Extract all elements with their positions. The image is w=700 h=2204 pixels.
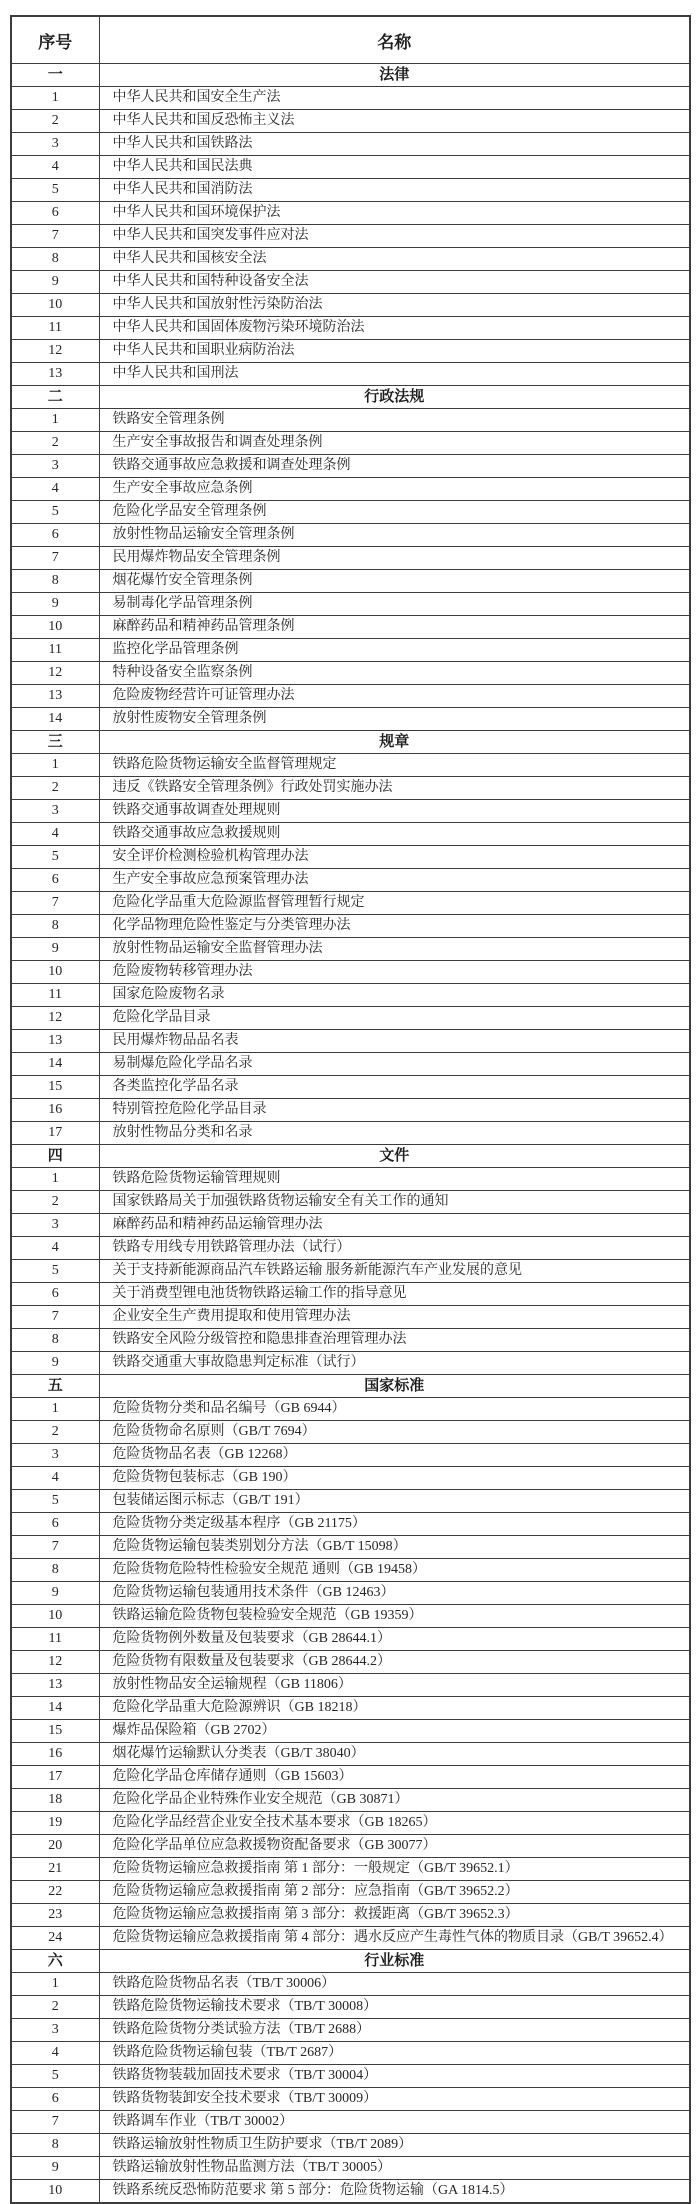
item-name: 关于消费型锂电池货物铁路运输工作的指导意见 bbox=[99, 1283, 690, 1306]
item-row bbox=[11, 547, 690, 570]
item-name: 铁路危险货物运输管理规则 bbox=[99, 1168, 690, 1191]
item-row bbox=[11, 616, 690, 639]
item-number: 6 bbox=[11, 2088, 99, 2111]
document-page bbox=[10, 15, 691, 2204]
item-row bbox=[11, 202, 690, 225]
item-row bbox=[11, 2111, 690, 2134]
item-number: 7 bbox=[11, 1536, 99, 1559]
item-name: 危险化学品经营企业安全技术基本要求（GB 18265） bbox=[99, 1812, 690, 1835]
item-name: 国家危险废物名录 bbox=[99, 984, 690, 1007]
item-row bbox=[11, 110, 690, 133]
item-row bbox=[11, 1513, 690, 1536]
item-name: 铁路交通事故调查处理规则 bbox=[99, 800, 690, 823]
item-row bbox=[11, 1559, 690, 1582]
item-name: 放射性物品运输安全管理条例 bbox=[99, 524, 690, 547]
item-row bbox=[11, 662, 690, 685]
item-name: 铁路运输危险货物包装检验安全规范（GB 19359） bbox=[99, 1605, 690, 1628]
item-name: 麻醉药品和精神药品运输管理办法 bbox=[99, 1214, 690, 1237]
item-row bbox=[11, 87, 690, 110]
item-number: 8 bbox=[11, 915, 99, 938]
item-row bbox=[11, 1007, 690, 1030]
section-number: 二 bbox=[11, 386, 99, 409]
item-number: 3 bbox=[11, 1214, 99, 1237]
item-row bbox=[11, 984, 690, 1007]
item-number: 4 bbox=[11, 823, 99, 846]
section-title: 行业标准 bbox=[99, 1950, 690, 1973]
item-row bbox=[11, 1674, 690, 1697]
item-number: 2 bbox=[11, 777, 99, 800]
item-number: 24 bbox=[11, 1927, 99, 1950]
item-row bbox=[11, 340, 690, 363]
item-name: 危险废物经营许可证管理办法 bbox=[99, 685, 690, 708]
item-row bbox=[11, 869, 690, 892]
item-name: 铁路系统反恐怖防范要求 第 5 部分：危险货物运输（GA 1814.5） bbox=[99, 2180, 690, 2204]
item-number: 15 bbox=[11, 1076, 99, 1099]
item-row bbox=[11, 271, 690, 294]
item-row bbox=[11, 754, 690, 777]
item-number: 17 bbox=[11, 1766, 99, 1789]
item-name: 企业安全生产费用提取和使用管理办法 bbox=[99, 1306, 690, 1329]
item-name: 监控化学品管理条例 bbox=[99, 639, 690, 662]
item-number: 2 bbox=[11, 1191, 99, 1214]
item-row bbox=[11, 570, 690, 593]
item-number: 2 bbox=[11, 110, 99, 133]
section-number: 四 bbox=[11, 1145, 99, 1168]
item-name: 关于支持新能源商品汽车铁路运输 服务新能源汽车产业发展的意见 bbox=[99, 1260, 690, 1283]
item-name: 中华人民共和国放射性污染防治法 bbox=[99, 294, 690, 317]
item-number: 8 bbox=[11, 1559, 99, 1582]
item-number: 11 bbox=[11, 1628, 99, 1651]
item-name: 中华人民共和国刑法 bbox=[99, 363, 690, 386]
item-name: 中华人民共和国反恐怖主义法 bbox=[99, 110, 690, 133]
item-row bbox=[11, 363, 690, 386]
item-row bbox=[11, 892, 690, 915]
item-name: 中华人民共和国消防法 bbox=[99, 179, 690, 202]
item-row bbox=[11, 2042, 690, 2065]
item-number: 4 bbox=[11, 2042, 99, 2065]
item-number: 13 bbox=[11, 363, 99, 386]
item-row bbox=[11, 800, 690, 823]
section-number: 一 bbox=[11, 64, 99, 87]
item-row bbox=[11, 2134, 690, 2157]
item-row bbox=[11, 1352, 690, 1375]
item-row bbox=[11, 1099, 690, 1122]
item-name: 安全评价检测检验机构管理办法 bbox=[99, 846, 690, 869]
item-row bbox=[11, 2065, 690, 2088]
item-row bbox=[11, 2019, 690, 2042]
item-name: 危险货物例外数量及包装要求（GB 28644.1） bbox=[99, 1628, 690, 1651]
item-row bbox=[11, 133, 690, 156]
item-row bbox=[11, 593, 690, 616]
item-number: 1 bbox=[11, 409, 99, 432]
item-name: 危险化学品仓库储存通则（GB 15603） bbox=[99, 1766, 690, 1789]
item-row bbox=[11, 1214, 690, 1237]
item-row bbox=[11, 1582, 690, 1605]
item-row bbox=[11, 1191, 690, 1214]
item-number: 5 bbox=[11, 846, 99, 869]
item-row bbox=[11, 1973, 690, 1996]
item-number: 1 bbox=[11, 1398, 99, 1421]
item-number: 3 bbox=[11, 800, 99, 823]
item-row bbox=[11, 1421, 690, 1444]
item-row bbox=[11, 179, 690, 202]
item-name: 危险货物分类和品名编号（GB 6944） bbox=[99, 1398, 690, 1421]
item-number: 18 bbox=[11, 1789, 99, 1812]
item-number: 17 bbox=[11, 1122, 99, 1145]
item-row bbox=[11, 708, 690, 731]
item-name: 危险废物转移管理办法 bbox=[99, 961, 690, 984]
item-name: 国家铁路局关于加强铁路货物运输安全有关工作的通知 bbox=[99, 1191, 690, 1214]
item-name: 麻醉药品和精神药品管理条例 bbox=[99, 616, 690, 639]
item-name: 危险货物运输包装类别划分方法（GB/T 15098） bbox=[99, 1536, 690, 1559]
item-name: 危险化学品重大危险源辨识（GB 18218） bbox=[99, 1697, 690, 1720]
item-number: 12 bbox=[11, 1651, 99, 1674]
item-row bbox=[11, 1927, 690, 1950]
item-number: 5 bbox=[11, 179, 99, 202]
item-number: 15 bbox=[11, 1720, 99, 1743]
item-row bbox=[11, 1260, 690, 1283]
item-row bbox=[11, 685, 690, 708]
item-row bbox=[11, 1467, 690, 1490]
item-row bbox=[11, 1237, 690, 1260]
item-row bbox=[11, 1605, 690, 1628]
section-title: 国家标准 bbox=[99, 1375, 690, 1398]
item-name: 民用爆炸物品品名表 bbox=[99, 1030, 690, 1053]
item-name: 危险货物运输应急救援指南 第 4 部分：遇水反应产生毒性气体的物质目录（GB/T 39652.4） bbox=[99, 1927, 690, 1950]
section-row bbox=[11, 64, 690, 87]
item-row bbox=[11, 1283, 690, 1306]
item-name: 铁路货物装载加固技术要求（TB/T 30004） bbox=[99, 2065, 690, 2088]
item-number: 10 bbox=[11, 2180, 99, 2204]
item-number: 13 bbox=[11, 685, 99, 708]
item-number: 8 bbox=[11, 1329, 99, 1352]
section-title: 法律 bbox=[99, 64, 690, 87]
item-name: 危险货物品名表（GB 12268） bbox=[99, 1444, 690, 1467]
item-name: 烟花爆竹安全管理条例 bbox=[99, 570, 690, 593]
item-number: 11 bbox=[11, 639, 99, 662]
item-name: 铁路货物装卸安全技术要求（TB/T 30009） bbox=[99, 2088, 690, 2111]
item-row bbox=[11, 961, 690, 984]
item-number: 9 bbox=[11, 2157, 99, 2180]
item-number: 1 bbox=[11, 1973, 99, 1996]
item-row bbox=[11, 2157, 690, 2180]
item-number: 10 bbox=[11, 294, 99, 317]
item-name: 各类监控化学品名录 bbox=[99, 1076, 690, 1099]
item-name: 中华人民共和国特种设备安全法 bbox=[99, 271, 690, 294]
section-row bbox=[11, 731, 690, 754]
item-name: 铁路专用线专用铁路管理办法（试行） bbox=[99, 1237, 690, 1260]
item-row bbox=[11, 1076, 690, 1099]
item-number: 7 bbox=[11, 892, 99, 915]
item-name: 放射性物品分类和名录 bbox=[99, 1122, 690, 1145]
item-name: 易制毒化学品管理条例 bbox=[99, 593, 690, 616]
item-name: 爆炸品保险箱（GB 2702） bbox=[99, 1720, 690, 1743]
item-row bbox=[11, 915, 690, 938]
item-row bbox=[11, 1398, 690, 1421]
item-number: 1 bbox=[11, 87, 99, 110]
item-number: 6 bbox=[11, 202, 99, 225]
item-number: 7 bbox=[11, 547, 99, 570]
item-row bbox=[11, 1858, 690, 1881]
item-name: 放射性物品安全运输规程（GB 11806） bbox=[99, 1674, 690, 1697]
item-name: 铁路调车作业（TB/T 30002） bbox=[99, 2111, 690, 2134]
item-row bbox=[11, 156, 690, 179]
item-number: 12 bbox=[11, 340, 99, 363]
item-name: 铁路危险货物运输包装（TB/T 2687） bbox=[99, 2042, 690, 2065]
item-name: 铁路交通重大事故隐患判定标准（试行） bbox=[99, 1352, 690, 1375]
section-title: 文件 bbox=[99, 1145, 690, 1168]
item-row bbox=[11, 1490, 690, 1513]
item-number: 1 bbox=[11, 754, 99, 777]
item-number: 9 bbox=[11, 271, 99, 294]
item-row bbox=[11, 1904, 690, 1927]
item-name: 包装储运图示标志（GB/T 191） bbox=[99, 1490, 690, 1513]
item-name: 生产安全事故应急条例 bbox=[99, 478, 690, 501]
item-row bbox=[11, 1053, 690, 1076]
item-name: 违反《铁路安全管理条例》行政处罚实施办法 bbox=[99, 777, 690, 800]
item-row bbox=[11, 938, 690, 961]
section-number: 三 bbox=[11, 731, 99, 754]
item-name: 铁路运输放射性物质卫生防护要求（TB/T 2089） bbox=[99, 2134, 690, 2157]
item-name: 危险化学品目录 bbox=[99, 1007, 690, 1030]
item-row bbox=[11, 1628, 690, 1651]
item-name: 中华人民共和国安全生产法 bbox=[99, 87, 690, 110]
item-row bbox=[11, 1835, 690, 1858]
item-number: 2 bbox=[11, 432, 99, 455]
item-number: 4 bbox=[11, 1467, 99, 1490]
item-number: 3 bbox=[11, 133, 99, 156]
item-number: 7 bbox=[11, 225, 99, 248]
item-row bbox=[11, 455, 690, 478]
item-number: 5 bbox=[11, 2065, 99, 2088]
item-row bbox=[11, 1536, 690, 1559]
item-number: 14 bbox=[11, 708, 99, 731]
column-header-index: 序号 bbox=[11, 16, 99, 64]
item-number: 4 bbox=[11, 156, 99, 179]
item-name: 烟花爆竹运输默认分类表（GB/T 38040） bbox=[99, 1743, 690, 1766]
item-name: 中华人民共和国核安全法 bbox=[99, 248, 690, 271]
item-name: 危险货物运输应急救援指南 第 3 部分：救援距离（GB/T 39652.3） bbox=[99, 1904, 690, 1927]
item-name: 中华人民共和国民法典 bbox=[99, 156, 690, 179]
item-row bbox=[11, 1030, 690, 1053]
item-number: 13 bbox=[11, 1030, 99, 1053]
table-body bbox=[11, 64, 690, 2204]
item-row bbox=[11, 409, 690, 432]
item-number: 6 bbox=[11, 869, 99, 892]
item-number: 4 bbox=[11, 478, 99, 501]
item-name: 铁路危险货物品名表（TB/T 30006） bbox=[99, 1973, 690, 1996]
item-name: 易制爆危险化学品名录 bbox=[99, 1053, 690, 1076]
item-name: 中华人民共和国环境保护法 bbox=[99, 202, 690, 225]
item-name: 危险货物包装标志（GB 190） bbox=[99, 1467, 690, 1490]
item-row bbox=[11, 1651, 690, 1674]
item-name: 中华人民共和国突发事件应对法 bbox=[99, 225, 690, 248]
item-row bbox=[11, 846, 690, 869]
item-row bbox=[11, 1697, 690, 1720]
item-name: 中华人民共和国铁路法 bbox=[99, 133, 690, 156]
item-name: 危险化学品单位应急救援物资配备要求（GB 30077） bbox=[99, 1835, 690, 1858]
column-header-name: 名称 bbox=[99, 16, 690, 64]
item-row bbox=[11, 1766, 690, 1789]
item-name: 危险货物运输包装通用技术条件（GB 12463） bbox=[99, 1582, 690, 1605]
item-number: 8 bbox=[11, 248, 99, 271]
item-name: 特别管控危险化学品目录 bbox=[99, 1099, 690, 1122]
item-name: 危险货物分类定级基本程序（GB 21175） bbox=[99, 1513, 690, 1536]
item-number: 9 bbox=[11, 593, 99, 616]
item-row bbox=[11, 1306, 690, 1329]
item-row bbox=[11, 1881, 690, 1904]
item-row bbox=[11, 639, 690, 662]
item-row bbox=[11, 478, 690, 501]
item-row bbox=[11, 294, 690, 317]
item-name: 铁路安全风险分级管控和隐患排查治理管理办法 bbox=[99, 1329, 690, 1352]
item-row bbox=[11, 1812, 690, 1835]
item-row bbox=[11, 1122, 690, 1145]
section-number: 六 bbox=[11, 1950, 99, 1973]
item-name: 铁路交通事故应急救援规则 bbox=[99, 823, 690, 846]
item-number: 6 bbox=[11, 524, 99, 547]
item-row bbox=[11, 501, 690, 524]
item-number: 6 bbox=[11, 1513, 99, 1536]
regulations-table bbox=[10, 15, 691, 2204]
item-number: 10 bbox=[11, 961, 99, 984]
item-name: 铁路危险货物运输技术要求（TB/T 30008） bbox=[99, 1996, 690, 2019]
item-number: 8 bbox=[11, 2134, 99, 2157]
item-number: 11 bbox=[11, 984, 99, 1007]
item-number: 5 bbox=[11, 501, 99, 524]
item-number: 9 bbox=[11, 1352, 99, 1375]
item-row bbox=[11, 1789, 690, 1812]
item-name: 民用爆炸物品安全管理条例 bbox=[99, 547, 690, 570]
item-number: 4 bbox=[11, 1237, 99, 1260]
section-number: 五 bbox=[11, 1375, 99, 1398]
item-number: 7 bbox=[11, 1306, 99, 1329]
item-number: 16 bbox=[11, 1743, 99, 1766]
item-number: 5 bbox=[11, 1260, 99, 1283]
item-row bbox=[11, 2088, 690, 2111]
item-row bbox=[11, 1168, 690, 1191]
item-name: 铁路运输放射性物品监测方法（TB/T 30005） bbox=[99, 2157, 690, 2180]
item-number: 1 bbox=[11, 1168, 99, 1191]
item-row bbox=[11, 1996, 690, 2019]
item-name: 危险化学品重大危险源监督管理暂行规定 bbox=[99, 892, 690, 915]
item-name: 铁路危险货物分类试验方法（TB/T 2688） bbox=[99, 2019, 690, 2042]
item-row bbox=[11, 317, 690, 340]
item-number: 10 bbox=[11, 616, 99, 639]
item-name: 危险货物有限数量及包装要求（GB 28644.2） bbox=[99, 1651, 690, 1674]
item-number: 6 bbox=[11, 1283, 99, 1306]
table-header-row bbox=[11, 16, 690, 64]
item-number: 22 bbox=[11, 1881, 99, 1904]
item-name: 铁路安全管理条例 bbox=[99, 409, 690, 432]
item-number: 14 bbox=[11, 1053, 99, 1076]
item-number: 2 bbox=[11, 1996, 99, 2019]
item-name: 危险货物命名原则（GB/T 7694） bbox=[99, 1421, 690, 1444]
item-number: 3 bbox=[11, 2019, 99, 2042]
item-number: 12 bbox=[11, 662, 99, 685]
item-name: 化学品物理危险性鉴定与分类管理办法 bbox=[99, 915, 690, 938]
item-name: 危险货物危险特性检验安全规范 通则（GB 19458） bbox=[99, 1559, 690, 1582]
item-name: 危险货物运输应急救援指南 第 1 部分：一般规定（GB/T 39652.1） bbox=[99, 1858, 690, 1881]
item-name: 铁路危险货物运输安全监督管理规定 bbox=[99, 754, 690, 777]
item-row bbox=[11, 1720, 690, 1743]
section-title: 规章 bbox=[99, 731, 690, 754]
item-number: 23 bbox=[11, 1904, 99, 1927]
item-number: 21 bbox=[11, 1858, 99, 1881]
item-number: 9 bbox=[11, 1582, 99, 1605]
item-number: 10 bbox=[11, 1605, 99, 1628]
item-number: 8 bbox=[11, 570, 99, 593]
item-row bbox=[11, 2180, 690, 2204]
item-row bbox=[11, 524, 690, 547]
item-name: 危险货物运输应急救援指南 第 2 部分：应急指南（GB/T 39652.2） bbox=[99, 1881, 690, 1904]
section-title: 行政法规 bbox=[99, 386, 690, 409]
item-name: 铁路交通事故应急救援和调查处理条例 bbox=[99, 455, 690, 478]
section-row bbox=[11, 386, 690, 409]
item-number: 2 bbox=[11, 1421, 99, 1444]
item-row bbox=[11, 248, 690, 271]
item-number: 11 bbox=[11, 317, 99, 340]
item-number: 12 bbox=[11, 1007, 99, 1030]
item-number: 16 bbox=[11, 1099, 99, 1122]
item-number: 9 bbox=[11, 938, 99, 961]
item-name: 中华人民共和国固体废物污染环境防治法 bbox=[99, 317, 690, 340]
item-name: 特种设备安全监察条例 bbox=[99, 662, 690, 685]
item-row bbox=[11, 432, 690, 455]
item-name: 生产安全事故应急预案管理办法 bbox=[99, 869, 690, 892]
item-number: 3 bbox=[11, 1444, 99, 1467]
item-row bbox=[11, 225, 690, 248]
item-number: 5 bbox=[11, 1490, 99, 1513]
item-number: 7 bbox=[11, 2111, 99, 2134]
item-name: 危险化学品企业特殊作业安全规范（GB 30871） bbox=[99, 1789, 690, 1812]
item-row bbox=[11, 1329, 690, 1352]
item-row bbox=[11, 777, 690, 800]
item-row bbox=[11, 1444, 690, 1467]
item-number: 20 bbox=[11, 1835, 99, 1858]
item-number: 3 bbox=[11, 455, 99, 478]
item-name: 放射性废物安全管理条例 bbox=[99, 708, 690, 731]
item-name: 中华人民共和国职业病防治法 bbox=[99, 340, 690, 363]
item-name: 放射性物品运输安全监督管理办法 bbox=[99, 938, 690, 961]
item-row bbox=[11, 1743, 690, 1766]
item-number: 14 bbox=[11, 1697, 99, 1720]
item-row bbox=[11, 823, 690, 846]
item-name: 危险化学品安全管理条例 bbox=[99, 501, 690, 524]
section-row bbox=[11, 1950, 690, 1973]
item-name: 生产安全事故报告和调查处理条例 bbox=[99, 432, 690, 455]
item-number: 19 bbox=[11, 1812, 99, 1835]
item-number: 13 bbox=[11, 1674, 99, 1697]
section-row bbox=[11, 1145, 690, 1168]
section-row bbox=[11, 1375, 690, 1398]
